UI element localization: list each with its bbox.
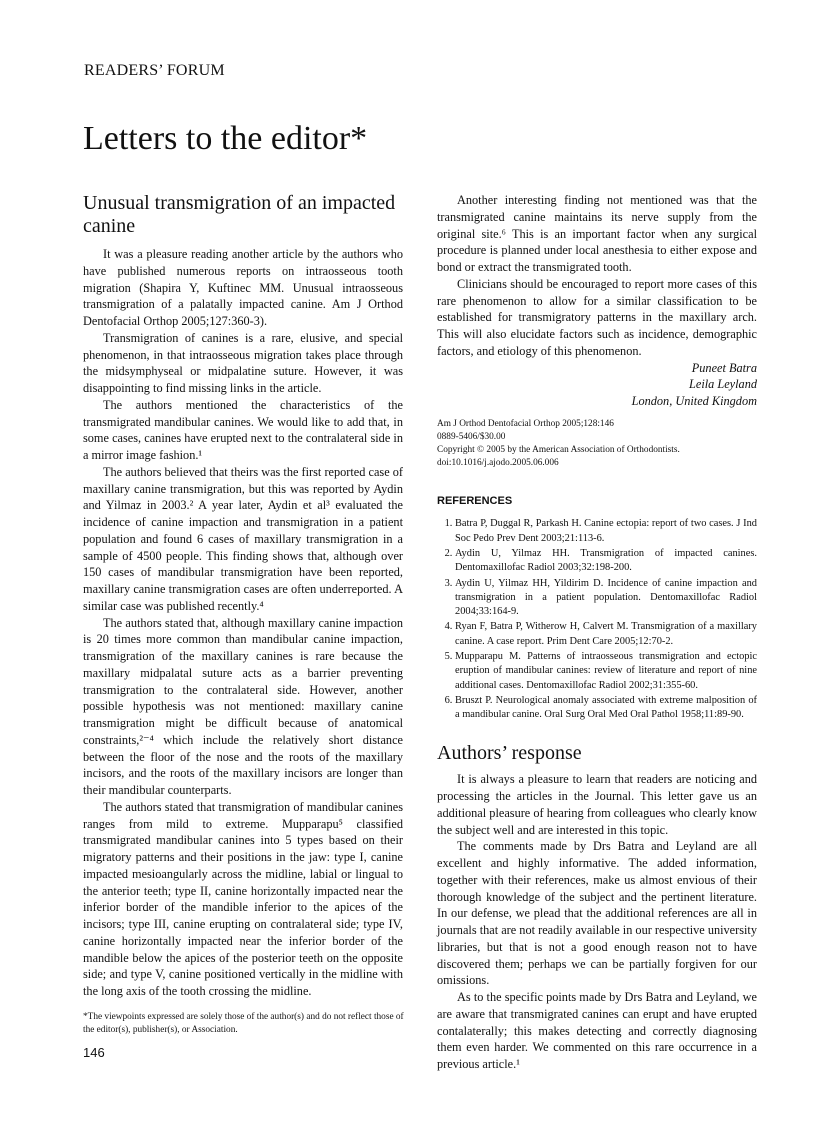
author-name: Leila Leyland	[689, 377, 757, 392]
citation-meta	[437, 418, 757, 471]
paragraph: As to the specific points made by Drs Batra and Leyland, we are aware that transmigrated canines can erupt and have erupted contalaterally; this makes detecting and correctly diagnosing them even harder. We commented on this rare occurrence in a previous article.¹	[437, 990, 757, 1072]
reference-item: 5. Mupparapu M. Patterns of intraosseous transmigration and ectopic eruption of mandibular canines: review of literature and report of nine additional cases. Dentomaxillofac Radiol 2002;31:355-60.	[455, 650, 757, 693]
paragraph: It is always a pleasure to learn that readers are noticing and processing the articles in the Journal. This letter gave us an additional pleasure of hearing from colleagues who clearly know the subject well and are interested in this topic.	[437, 772, 757, 837]
reference-item: 2. Aydin U, Yilmaz HH. Transmigration of impacted canines. Dentomaxillofac Radiol 2003;32:198-200.	[455, 547, 757, 576]
issn-price: 0889-5406/$30.00	[437, 431, 506, 442]
copyright: Copyright © 2005 by the American Association of Orthodontists.	[437, 445, 680, 456]
author-name: Puneet Batra	[691, 360, 757, 375]
references-heading: REFERENCES	[437, 494, 513, 507]
reference-item: 3. Aydin U, Yilmaz HH, Yildirim D. Incidence of canine impaction and transmigration in a patient population. Dentomaxillofac Radiol 2004;33:164-9.	[455, 577, 757, 620]
doi-link[interactable]: doi:10.1016/j.ajodo.2005.06.006	[437, 458, 559, 469]
page-title: Letters to the editor*	[83, 120, 368, 157]
reference-item: 1. Batra P, Duggal R, Parkash H. Canine ectopia: report of two cases. J Ind Soc Pedo Prev Dent 2003;21:113-6.	[455, 517, 757, 546]
left-column	[83, 192, 403, 1000]
paragraph: The comments made by Drs Batra and Leyland are all excellent and highly informative. The added information, together with their references, make us almost envious of their thorough knowledge of the subject and the pertinent literature. In our defense, we plead that the additional references are all in journals that are not readily available in our respective university libraries, but that is not a good enough reason not to have discovered them; perhaps we can be partially forgiven for our omissions.	[437, 839, 757, 988]
paragraph: The authors believed that theirs was the first reported case of maxillary canine transmigration, but this was reported by Aydin and Yilmaz in 2003.² A year later, Aydin et al³ evaluated the incidence of canine impaction and transmigration in a patient population and found 6 cases of maxillary transmigration in a sample of 4500 people. This finding shows that, although over 150 cases of mandibular transmigration have been reported, maxillary canine transmigration cases are often underreported. A similar case was published recently.⁴	[83, 464, 403, 613]
response-heading: Authors’ response	[437, 742, 582, 765]
paragraph: The authors stated that, although maxillary canine impaction is 20 times more common than mandibular canine impaction, transmigration of the maxillary canines is rare because the maxillary midpalatal suture acts as a barrier preventing transmigration to the contralateral side. However, another possible hypothesis was not mentioned: maxillary canine transmigration might be difficult because of anatomical constraints,²⁻⁴ which include the relatively short distance between the floor of the nose and the roots of the maxillary incisors, and the roots of the maxillary incisors are longer than their mandibular counterparts.	[83, 615, 403, 797]
references-list	[437, 517, 757, 722]
paragraph: The authors stated that transmigration of mandibular canines ranges from mild to extreme. Mupparapu⁵ classified transmigrated mandibular canines into 5 types based on their migratory patterns and their positions in the jaw: type I, canine impacted mesioangularly across the midline, labial or lingual to the anterior teeth; type II, canine horizontally impacted near the inferior border of the mandible inferior to the apices of the incisors; type III, canine erupting on contralateral side; type IV, canine horizontally impacted near the inferior border of the mandible below the apices of the posterior teeth on the opposite side; and type V, canine positioned vertically in the midline with the long axis of the tooth crossing the midline.	[83, 799, 403, 998]
paragraph: The authors mentioned the characteristics of the transmigrated mandibular canines. We would like to add that, in some cases, canines have erupted next to the contralateral side in a mirror image fashion.¹	[83, 397, 403, 462]
letter-heading: Unusual transmigration of an impacted canine	[83, 192, 396, 237]
author-location: London, United Kingdom	[631, 394, 757, 408]
paragraph: Transmigration of canines is a rare, elusive, and special phenomenon, in that intraosseous migration takes place through the midsymphyseal or midpalatine suture. However, it was disappointing to find missing links in the article.	[83, 330, 403, 395]
paragraph: Another interesting finding not mentioned was that the transmigrated canine maintains its nerve supply from the original site.⁶ This is an important factor when any surgical procedure is planned under local anesthesia to either expose and bond or extract the transmigrated tooth.	[437, 193, 757, 274]
section-label: READERS’ FORUM	[84, 62, 225, 79]
right-column	[437, 192, 757, 1073]
reference-item: 4. Ryan F, Batra P, Witherow H, Calvert M. Transmigration of a maxillary canine. A case report. Prim Dent Care 2005;12:70-2.	[455, 620, 757, 649]
reference-item: 6. Bruszt P. Neurological anomaly associated with extreme malposition of a mandibular canine. Oral Surg Oral Med Oral Pathol 1958;11:89-90.	[455, 694, 757, 723]
paragraph: Clinicians should be encouraged to report more cases of this rare phenomenon to allow for a similar classification to be established for transmigratory patterns in the maxillary arch. This will also elucidate factors such as incidence, demographic factors, and etiology of this phenomenon.	[437, 276, 757, 358]
page-number: 146	[83, 1045, 105, 1060]
paragraph: It was a pleasure reading another article by the authors who have published numerous reports on intraosseous tooth migration (Shapira Y, Kuftinec MM. Unusual intraosseous transmigration of a palatally impacted canine. Am J Orthod Dentofacial Orthop 2005;127:360-3).	[83, 247, 403, 328]
footnote: *The viewpoints expressed are solely those of the author(s) and do not reflect those of the editor(s), publisher(s), or Association.	[83, 1012, 404, 1035]
citation: Am J Orthod Dentofacial Orthop 2005;128:146	[437, 418, 614, 429]
